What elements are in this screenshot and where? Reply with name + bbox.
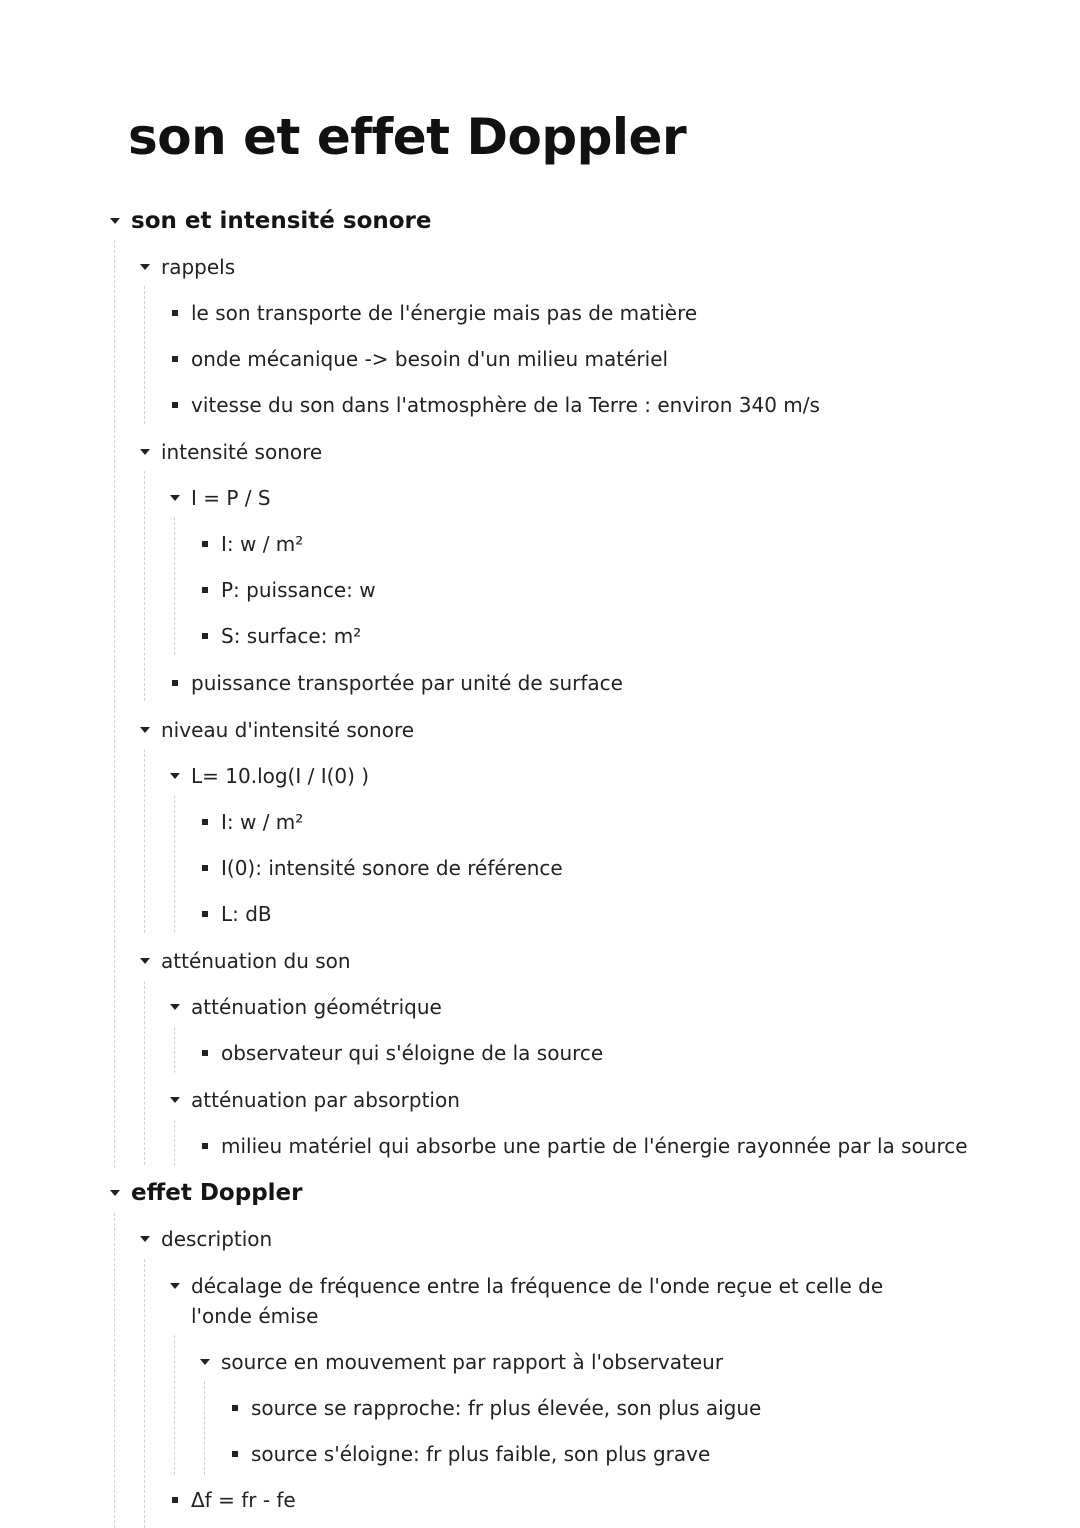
list-item xyxy=(198,529,303,559)
section-heading: effet Doppler xyxy=(131,1180,303,1206)
collapse-toggle-icon[interactable] xyxy=(138,1232,152,1246)
indent-guide xyxy=(204,1381,205,1475)
list-item xyxy=(198,575,376,605)
bullet-icon xyxy=(168,398,182,412)
toggle-attenuation-geometrique[interactable] xyxy=(168,992,442,1022)
toggle-intensite-sonore[interactable] xyxy=(138,437,322,467)
indent-guide xyxy=(114,240,115,1168)
collapse-toggle-icon[interactable] xyxy=(198,1355,212,1369)
collapse-toggle-icon[interactable] xyxy=(138,260,152,274)
indent-guide xyxy=(174,1027,175,1073)
indent-guide xyxy=(144,1259,145,1528)
list-item-text: L: dB xyxy=(221,902,272,926)
collapse-toggle-icon[interactable] xyxy=(168,1279,182,1293)
list-item xyxy=(198,1038,603,1068)
indent-guide xyxy=(174,1335,175,1475)
indent-guide xyxy=(144,981,145,1165)
toggle-label: source en mouvement par rapport à l'observateur xyxy=(221,1350,724,1374)
formula-text: L= 10.log(I / I(0) ) xyxy=(191,764,370,788)
list-item-text: I: w / m² xyxy=(221,532,304,556)
bullet-icon xyxy=(198,537,212,551)
formula-text: I = P / S xyxy=(191,486,271,510)
bullet-icon xyxy=(228,1447,242,1461)
indent-guide xyxy=(144,286,145,424)
list-item-text: observateur qui s'éloigne de la source xyxy=(221,1041,604,1065)
toggle-label: rappels xyxy=(161,255,236,279)
bullet-icon xyxy=(198,1046,212,1060)
toggle-label: atténuation du son xyxy=(161,949,351,973)
toggle-source-mouvement[interactable] xyxy=(198,1347,723,1377)
toggle-label: atténuation par absorption xyxy=(191,1088,460,1112)
list-item-text: Δf = fr - fe xyxy=(191,1488,296,1512)
bullet-icon xyxy=(168,306,182,320)
bullet-icon xyxy=(198,815,212,829)
collapse-toggle-icon[interactable] xyxy=(138,954,152,968)
bullet-icon xyxy=(198,1139,212,1153)
list-item-text: onde mécanique -> besoin d'un milieu matériel xyxy=(191,347,669,371)
toggle-rappels[interactable] xyxy=(138,252,235,282)
toggle-niveau-intensite[interactable] xyxy=(138,715,414,745)
list-item xyxy=(198,899,272,929)
indent-guide xyxy=(144,471,145,701)
toggle-label: intensité sonore xyxy=(161,440,323,464)
bullet-icon xyxy=(198,629,212,643)
list-item xyxy=(168,390,820,420)
bullet-icon xyxy=(198,907,212,921)
toggle-formula-niveau[interactable] xyxy=(168,761,369,791)
toggle-label: niveau d'intensité sonore xyxy=(161,718,415,742)
list-item-text: S: surface: m² xyxy=(221,624,362,648)
indent-guide xyxy=(174,1120,175,1166)
list-item-text: milieu matériel qui absorbe une partie de l'énergie rayonnée par la source xyxy=(221,1134,968,1158)
list-item xyxy=(198,621,361,651)
collapse-toggle-icon[interactable] xyxy=(138,723,152,737)
toggle-attenuation[interactable] xyxy=(138,946,351,976)
section-effet-doppler[interactable] xyxy=(108,1178,302,1208)
list-item xyxy=(198,853,563,883)
list-item-text: I: w / m² xyxy=(221,810,304,834)
bullet-icon xyxy=(168,1493,182,1507)
list-item-text: I(0): intensité sonore de référence xyxy=(221,856,563,880)
toggle-attenuation-absorption[interactable] xyxy=(168,1085,460,1115)
collapse-toggle-icon[interactable] xyxy=(168,769,182,783)
list-item-text: vitesse du son dans l'atmosphère de la Terre : environ 340 m/s xyxy=(191,393,820,417)
bullet-icon xyxy=(198,861,212,875)
toggle-decalage[interactable] xyxy=(168,1271,898,1331)
toggle-description[interactable] xyxy=(138,1224,272,1254)
collapse-toggle-icon[interactable] xyxy=(138,445,152,459)
collapse-toggle-icon[interactable] xyxy=(168,1093,182,1107)
indent-guide xyxy=(144,749,145,933)
list-item-text: source se rapproche: fr plus élevée, son plus aigue xyxy=(251,1396,762,1420)
indent-guide xyxy=(174,795,175,933)
toggle-label: décalage de fréquence entre la fréquence de l'onde reçue et celle de l'onde émise xyxy=(191,1274,884,1328)
bullet-icon xyxy=(228,1401,242,1415)
list-item xyxy=(168,668,623,698)
collapse-toggle-icon[interactable] xyxy=(168,491,182,505)
bullet-icon xyxy=(168,676,182,690)
list-item xyxy=(168,344,668,374)
list-item xyxy=(228,1439,710,1469)
page-title: son et effet Doppler xyxy=(128,108,687,166)
bullet-icon xyxy=(168,352,182,366)
list-item xyxy=(228,1393,761,1423)
section-son-intensite[interactable] xyxy=(108,206,431,236)
list-item-text: source s'éloigne: fr plus faible, son plus grave xyxy=(251,1442,711,1466)
collapse-toggle-icon[interactable] xyxy=(168,1000,182,1014)
toggle-label: description xyxy=(161,1227,273,1251)
toggle-formula-intensite[interactable] xyxy=(168,483,271,513)
list-item-text: le son transporte de l'énergie mais pas de matière xyxy=(191,301,698,325)
section-heading: son et intensité sonore xyxy=(131,208,432,234)
list-item-text: P: puissance: w xyxy=(221,578,376,602)
collapse-toggle-icon[interactable] xyxy=(108,214,122,228)
bullet-icon xyxy=(198,583,212,597)
list-item xyxy=(168,1485,296,1515)
indent-guide xyxy=(114,1213,115,1528)
toggle-label: atténuation géométrique xyxy=(191,995,442,1019)
list-item xyxy=(168,298,697,328)
indent-guide xyxy=(174,517,175,655)
collapse-toggle-icon[interactable] xyxy=(108,1186,122,1200)
list-item xyxy=(198,1131,968,1161)
list-item xyxy=(198,807,303,837)
list-item-text: puissance transportée par unité de surface xyxy=(191,671,623,695)
